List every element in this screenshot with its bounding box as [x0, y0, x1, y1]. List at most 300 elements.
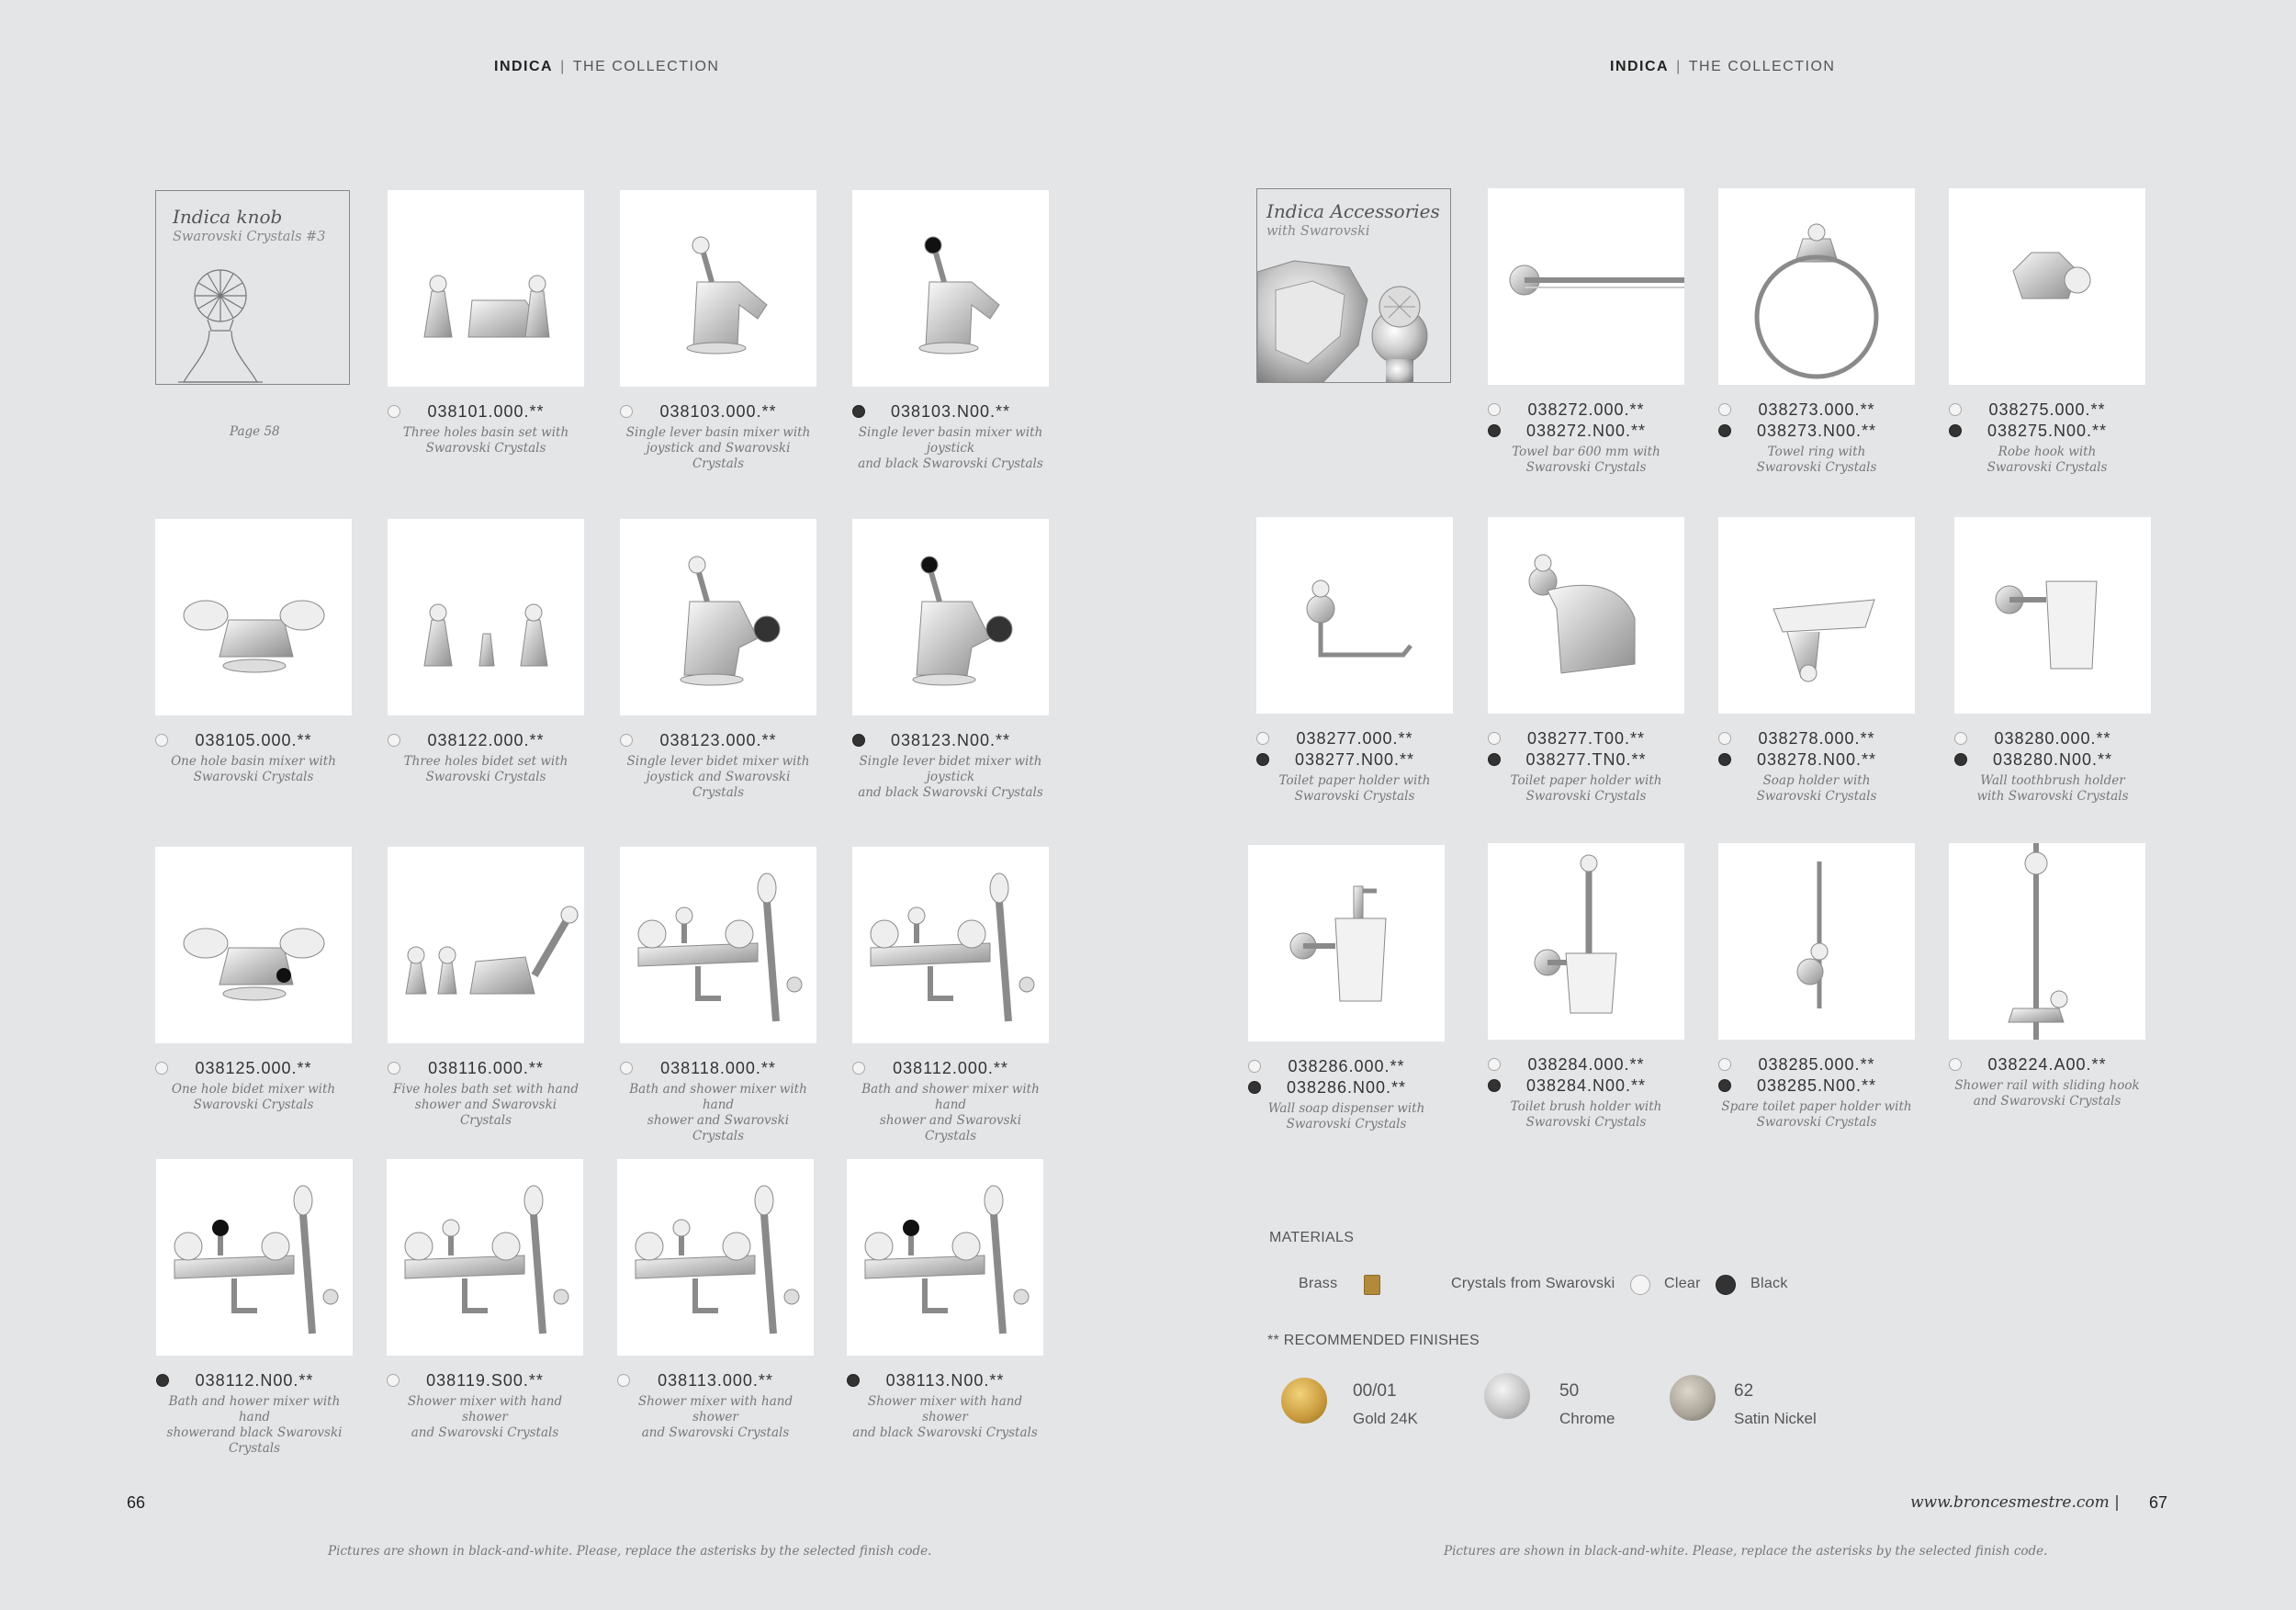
clear-crystal-icon [1949, 403, 1962, 416]
product-description-line: Bath and shower mixer with hand [861, 1082, 1040, 1112]
product-code: 038105.000.** [195, 731, 312, 749]
finish-satin-nickel-swatch [1670, 1375, 1716, 1421]
product-description [1488, 445, 1684, 476]
black-crystal-icon [1954, 753, 1967, 766]
product-description-line: Swarovski Crystals [1756, 460, 1877, 475]
feature-title: Indica knob [173, 206, 283, 228]
header-section: THE COLLECTION [572, 59, 720, 74]
product-description [155, 1082, 352, 1113]
product-code-line [388, 730, 584, 751]
product-description-line: Spare toilet paper holder with [1721, 1099, 1912, 1114]
product-description-line: Single lever bidet mixer with joystick [859, 754, 1042, 784]
product-codes [388, 730, 584, 751]
clear-crystal-icon [1949, 1058, 1962, 1071]
product-description-line: and black Swarovski Crystals [858, 456, 1043, 471]
left-footnote: Pictures are shown in black-and-white. Please, replace the asterisks by the selected finish code. [328, 1544, 932, 1559]
black-crystal-icon [1949, 424, 1962, 437]
product-description-line: joystick and Swarovski Crystals [646, 770, 791, 800]
product-code-line [1718, 749, 1915, 771]
product-codes [1949, 400, 2145, 442]
product-description [388, 1082, 584, 1129]
product-description-line: Swarovski Crystals [425, 770, 546, 784]
product-codes [1248, 1056, 1445, 1098]
product-image [617, 1159, 814, 1356]
product-code: 038277.000.** [1296, 729, 1413, 748]
product-code: 038284.000.** [1527, 1055, 1645, 1074]
left-header [494, 59, 719, 75]
product-codes [1949, 1054, 2145, 1075]
finish-chrome-swatch [1484, 1373, 1530, 1419]
product-code: 038116.000.** [428, 1059, 544, 1077]
product-image [1718, 188, 1915, 385]
product-code: 038277.TN0.** [1525, 750, 1647, 769]
product-code: 038272.N00.** [1525, 422, 1647, 440]
product-description-line: and black Swarovski Crystals [852, 1425, 1038, 1440]
clear-crystal-icon [1488, 1058, 1501, 1071]
product-description [1488, 1099, 1684, 1131]
product-code-line [1718, 1075, 1915, 1097]
product-card [1718, 188, 1915, 476]
product-code: 038277.T00.** [1526, 729, 1646, 748]
product-image [620, 519, 816, 715]
product-description-line: and black Swarovski Crystals [858, 785, 1043, 800]
product-card [156, 1159, 353, 1457]
right-page-number: 67 [2149, 1493, 2168, 1512]
product-card [852, 847, 1049, 1144]
product-description-line: Single lever bidet mixer with [626, 754, 810, 769]
product-card [1718, 517, 1915, 805]
product-code: 038123.000.** [659, 731, 777, 749]
product-code: 038112.000.** [893, 1059, 1008, 1077]
finish-chrome-name: Chrome [1559, 1410, 1615, 1427]
product-card [155, 519, 352, 785]
crystal-black-swatch [1716, 1275, 1736, 1295]
product-description [1256, 773, 1453, 805]
clear-crystal-icon [155, 1062, 168, 1075]
material-brass-label: Brass [1299, 1276, 1338, 1291]
product-description-line: Towel ring with [1767, 445, 1866, 459]
product-description-line: Three holes bidet set with [403, 754, 568, 769]
product-description-line: Swarovski Crystals [1294, 789, 1415, 804]
product-description-line: Swarovski Crystals [1525, 789, 1647, 804]
header-separator: | [1676, 59, 1682, 74]
product-card [1248, 845, 1445, 1132]
product-description [1248, 1101, 1445, 1132]
product-image [1949, 188, 2145, 385]
product-code-line [1488, 400, 1684, 421]
product-description [1949, 1078, 2145, 1109]
product-card [387, 1159, 583, 1441]
product-code: 038272.000.** [1527, 400, 1645, 419]
clear-crystal-icon [620, 734, 633, 747]
product-code: 038280.N00.** [1992, 750, 2113, 769]
product-description-line: Toilet paper holder with [1278, 773, 1431, 788]
clear-crystal-icon [1718, 732, 1731, 745]
product-description [852, 1082, 1049, 1144]
product-image [1488, 517, 1684, 714]
product-card [1488, 843, 1684, 1131]
product-description-line: Toilet paper holder with [1510, 773, 1662, 788]
clear-crystal-icon [1718, 403, 1731, 416]
product-description [852, 754, 1049, 801]
black-crystal-icon [156, 1374, 169, 1387]
product-code-line [1488, 421, 1684, 442]
product-code-line [1718, 421, 1915, 442]
product-description [387, 1394, 583, 1441]
product-description-line: Bath and hower mixer with hand [168, 1394, 341, 1424]
product-image [388, 847, 584, 1043]
product-image [620, 847, 816, 1043]
right-header [1610, 59, 1835, 75]
product-card [620, 519, 816, 801]
product-card [1256, 517, 1453, 805]
product-code: 038285.N00.** [1756, 1076, 1877, 1095]
product-image [852, 847, 1049, 1043]
black-crystal-icon [1488, 424, 1501, 437]
product-codes [617, 1370, 814, 1391]
product-code: 038275.N00.** [1986, 422, 2108, 440]
product-card [1488, 188, 1684, 476]
product-code: 038113.000.** [658, 1371, 773, 1390]
finishes-title: ** RECOMMENDED FINISHES [1267, 1333, 1480, 1348]
product-card [1949, 843, 2145, 1109]
black-crystal-icon [852, 405, 865, 418]
product-description-line: Five holes bath set with hand [392, 1082, 580, 1097]
left-page-number: 66 [127, 1493, 146, 1512]
product-description [1718, 773, 1915, 805]
product-codes [1256, 728, 1453, 771]
product-description [155, 754, 352, 785]
product-image [156, 1159, 353, 1356]
black-crystal-icon [852, 734, 865, 747]
product-image [1256, 517, 1453, 714]
product-description-line: Single lever basin mixer with joystick [858, 425, 1043, 456]
feature-title: Indica Accessories [1266, 200, 1440, 222]
product-code-line [1488, 749, 1684, 771]
product-code-line [617, 1370, 814, 1391]
clear-crystal-icon [1488, 403, 1501, 416]
product-description [388, 754, 584, 785]
product-code-line [620, 730, 816, 751]
finish-satin-nickel-code: 62 [1734, 1381, 1754, 1401]
black-crystal-icon [1256, 753, 1269, 766]
clear-crystal-icon [620, 1062, 633, 1075]
product-code: 038113.N00.** [885, 1371, 1005, 1390]
product-description-line: and Swarovski Crystals [641, 1425, 790, 1440]
feature-subtitle: Swarovski Crystals #3 [173, 230, 326, 244]
product-code-line [1949, 400, 2145, 421]
product-image [155, 847, 352, 1043]
product-code-line [620, 401, 816, 422]
product-image [852, 519, 1049, 715]
product-description-line: Wall toothbrush holder [1980, 773, 2125, 788]
product-code: 038125.000.** [195, 1059, 312, 1077]
product-card [1954, 517, 2151, 805]
product-description-line: One hole basin mixer with [171, 754, 336, 769]
product-card [388, 847, 584, 1129]
feature-page-note: Page 58 [230, 424, 280, 439]
product-code: 038273.000.** [1758, 400, 1875, 419]
product-description-line: Swarovski Crystals [1525, 460, 1647, 475]
product-card [620, 847, 816, 1144]
product-image [155, 519, 352, 715]
product-codes [1488, 400, 1684, 442]
product-code-line [1949, 421, 2145, 442]
product-codes [852, 1058, 1049, 1079]
product-description [388, 425, 584, 456]
product-description-line: and Swarovski Crystals [411, 1425, 559, 1440]
product-codes [1718, 1054, 1915, 1097]
clear-crystal-icon [617, 1374, 630, 1387]
product-description-line: joystick and Swarovski Crystals [646, 441, 791, 471]
product-codes [387, 1370, 583, 1391]
product-description-line: Soap holder with [1762, 773, 1871, 788]
product-code-line [620, 1058, 816, 1079]
product-image [387, 1159, 583, 1356]
clear-crystal-icon [388, 1062, 400, 1075]
product-code: 038275.000.** [1988, 400, 2106, 419]
product-image [1488, 188, 1684, 385]
product-code-line [1488, 728, 1684, 749]
product-code-line [1488, 1075, 1684, 1097]
product-image [1488, 843, 1684, 1040]
product-code-line [1256, 728, 1453, 749]
product-codes [847, 1370, 1043, 1391]
product-code: 038286.N00.** [1286, 1078, 1407, 1097]
finish-gold-code: 00/01 [1353, 1381, 1397, 1401]
product-code: 038119.S00.** [426, 1371, 544, 1390]
feature-indica-accessories [1256, 188, 1451, 383]
product-description [1949, 445, 2145, 476]
product-description [1954, 773, 2151, 805]
product-description-line: Swarovski Crystals [425, 441, 546, 456]
product-code: 038280.000.** [1994, 729, 2111, 748]
finish-satin-nickel-name: Satin Nickel [1734, 1410, 1817, 1427]
product-code-line [1256, 749, 1453, 771]
header-section: THE COLLECTION [1688, 59, 1836, 74]
product-code-line [1954, 749, 2151, 771]
material-clear-label: Clear [1664, 1276, 1701, 1291]
product-description-line: Bath and shower mixer with hand [629, 1082, 807, 1112]
product-code-line [852, 401, 1049, 422]
product-description-line: with Swarovski Crystals [1976, 789, 2129, 804]
product-card [847, 1159, 1043, 1441]
product-description-line: Swarovski Crystals [1525, 1115, 1647, 1130]
product-image [1718, 517, 1915, 714]
product-image [847, 1159, 1043, 1356]
product-description-line: Swarovski Crystals [1756, 789, 1877, 804]
product-code-line [155, 1058, 352, 1079]
right-footnote: Pictures are shown in black-and-white. Please, replace the asterisks by the selected finish code. [1444, 1544, 2048, 1559]
product-description-line: Shower mixer with hand shower [407, 1394, 563, 1424]
clear-crystal-icon [1248, 1060, 1261, 1073]
product-code: 038285.000.** [1758, 1055, 1875, 1074]
product-description-line: and Swarovski Crystals [1973, 1094, 2122, 1109]
clear-crystal-icon [155, 734, 168, 747]
product-code: 038122.000.** [427, 731, 545, 749]
product-image [1718, 843, 1915, 1040]
product-code: 038284.N00.** [1525, 1076, 1647, 1095]
product-code-line [1248, 1056, 1445, 1077]
product-code-line [155, 730, 352, 751]
product-image [620, 190, 816, 387]
product-codes [620, 401, 816, 422]
product-codes [155, 1058, 352, 1079]
product-description-line: Towel bar 600 mm with [1512, 445, 1660, 459]
black-crystal-icon [1248, 1081, 1261, 1094]
product-description [1718, 1099, 1915, 1131]
clear-crystal-icon [852, 1062, 865, 1075]
product-image [388, 190, 584, 387]
product-code: 038103.N00.** [890, 402, 1011, 421]
product-card [388, 190, 584, 456]
product-description-line: Swarovski Crystals [1286, 1117, 1407, 1132]
website-url: www.broncesmestre.com | [1910, 1493, 2120, 1512]
product-codes [852, 730, 1049, 751]
material-crystals-label: Crystals from Swarovski [1451, 1276, 1615, 1291]
clear-crystal-icon [388, 734, 400, 747]
product-code: 038101.000.** [427, 402, 545, 421]
product-description-line: Shower mixer with hand shower [867, 1394, 1023, 1424]
header-separator: | [560, 59, 566, 74]
product-code: 038112.N00.** [195, 1371, 314, 1390]
product-description [852, 425, 1049, 472]
finish-gold-name: Gold 24K [1353, 1410, 1418, 1427]
brass-swatch [1364, 1275, 1380, 1295]
product-code-line [852, 1058, 1049, 1079]
knob-drawing [156, 191, 350, 385]
product-description-line: Swarovski Crystals [1986, 460, 2108, 475]
product-code-line [852, 730, 1049, 751]
product-code-line [1949, 1054, 2145, 1075]
product-codes [388, 401, 584, 422]
product-card [1718, 843, 1915, 1131]
product-card [620, 190, 816, 472]
product-description-line: shower and Swarovski Crystals [879, 1113, 1022, 1143]
product-description [1488, 773, 1684, 805]
product-image [1248, 845, 1445, 1041]
product-description-line: Wall soap dispenser with [1267, 1101, 1425, 1116]
product-description-line: showerand black Swarovski Crystals [166, 1425, 343, 1456]
product-codes [1718, 400, 1915, 442]
product-description [620, 754, 816, 801]
product-code-line [1718, 400, 1915, 421]
product-description [617, 1394, 814, 1441]
product-card [155, 847, 352, 1113]
product-codes [1718, 728, 1915, 771]
clear-crystal-icon [388, 405, 400, 418]
black-crystal-icon [1718, 753, 1731, 766]
product-codes [1488, 1054, 1684, 1097]
product-description-line: Single lever basin mixer with [625, 425, 811, 440]
black-crystal-icon [1488, 753, 1501, 766]
black-crystal-icon [847, 1374, 860, 1387]
product-description [620, 1082, 816, 1144]
product-codes [156, 1370, 353, 1391]
product-description [156, 1394, 353, 1457]
clear-crystal-icon [1488, 732, 1501, 745]
clear-crystal-icon [1718, 1058, 1731, 1071]
product-codes [1954, 728, 2151, 771]
product-code: 038123.N00.** [890, 731, 1011, 749]
product-description [1718, 445, 1915, 476]
product-codes [1488, 728, 1684, 771]
feature-indica-knob [155, 190, 350, 385]
product-codes [620, 730, 816, 751]
crystal-clear-swatch [1630, 1275, 1650, 1295]
materials-title: MATERIALS [1269, 1230, 1355, 1245]
material-black-label: Black [1750, 1276, 1788, 1291]
black-crystal-icon [1718, 424, 1731, 437]
website-url-text: www.broncesmestre.com [1910, 1493, 2110, 1512]
product-image [1954, 517, 2151, 714]
product-description-line: Swarovski Crystals [193, 1098, 314, 1112]
product-code: 038224.A00.** [1987, 1055, 2107, 1074]
product-image [388, 519, 584, 715]
product-description-line: Swarovski Crystals [1756, 1115, 1877, 1130]
finish-chrome-code: 50 [1559, 1381, 1580, 1401]
product-description-line: Robe hook with [1998, 445, 2097, 459]
product-code-line [388, 1058, 584, 1079]
product-codes [852, 401, 1049, 422]
product-card [852, 190, 1049, 472]
product-code: 038286.000.** [1288, 1057, 1405, 1075]
product-code-line [847, 1370, 1043, 1391]
product-code-line [388, 401, 584, 422]
product-codes [620, 1058, 816, 1079]
product-code: 038273.N00.** [1756, 422, 1877, 440]
product-description [620, 425, 816, 472]
product-image [852, 190, 1049, 387]
product-code-line [1718, 728, 1915, 749]
product-code: 038103.000.** [659, 402, 777, 421]
product-code: 038278.N00.** [1756, 750, 1877, 769]
black-crystal-icon [1488, 1079, 1501, 1092]
product-codes [155, 730, 352, 751]
product-code: 038277.N00.** [1294, 750, 1415, 769]
product-description-line: Swarovski Crystals [193, 770, 314, 784]
product-card [852, 519, 1049, 801]
product-code-line [1248, 1077, 1445, 1098]
feature-subtitle: with Swarovski [1266, 224, 1370, 239]
finish-gold-swatch [1281, 1378, 1327, 1424]
clear-crystal-icon [387, 1374, 400, 1387]
product-description [847, 1394, 1043, 1441]
product-card [388, 519, 584, 785]
product-image [1949, 843, 2145, 1040]
product-code-line [387, 1370, 583, 1391]
product-card [1949, 188, 2145, 476]
product-description-line: shower and Swarovski Crystals [647, 1113, 790, 1143]
product-description-line: Three holes basin set with [402, 425, 569, 440]
black-crystal-icon [1718, 1079, 1731, 1092]
product-description-line: Shower rail with sliding hook [1954, 1078, 2140, 1093]
product-code: 038278.000.** [1758, 729, 1875, 748]
product-description-line: Toilet brush holder with [1510, 1099, 1662, 1114]
clear-crystal-icon [1256, 732, 1269, 745]
product-code-line [1718, 1054, 1915, 1075]
product-code: 038118.000.** [660, 1059, 776, 1077]
product-description-line: shower and Swarovski Crystals [414, 1098, 557, 1128]
clear-crystal-icon [620, 405, 633, 418]
product-code-line [1954, 728, 2151, 749]
product-card [617, 1159, 814, 1441]
product-card [1488, 517, 1684, 805]
clear-crystal-icon [1954, 732, 1967, 745]
product-description-line: One hole bidet mixer with [171, 1082, 336, 1097]
product-code-line [156, 1370, 353, 1391]
product-description-line: Shower mixer with hand shower [637, 1394, 793, 1424]
